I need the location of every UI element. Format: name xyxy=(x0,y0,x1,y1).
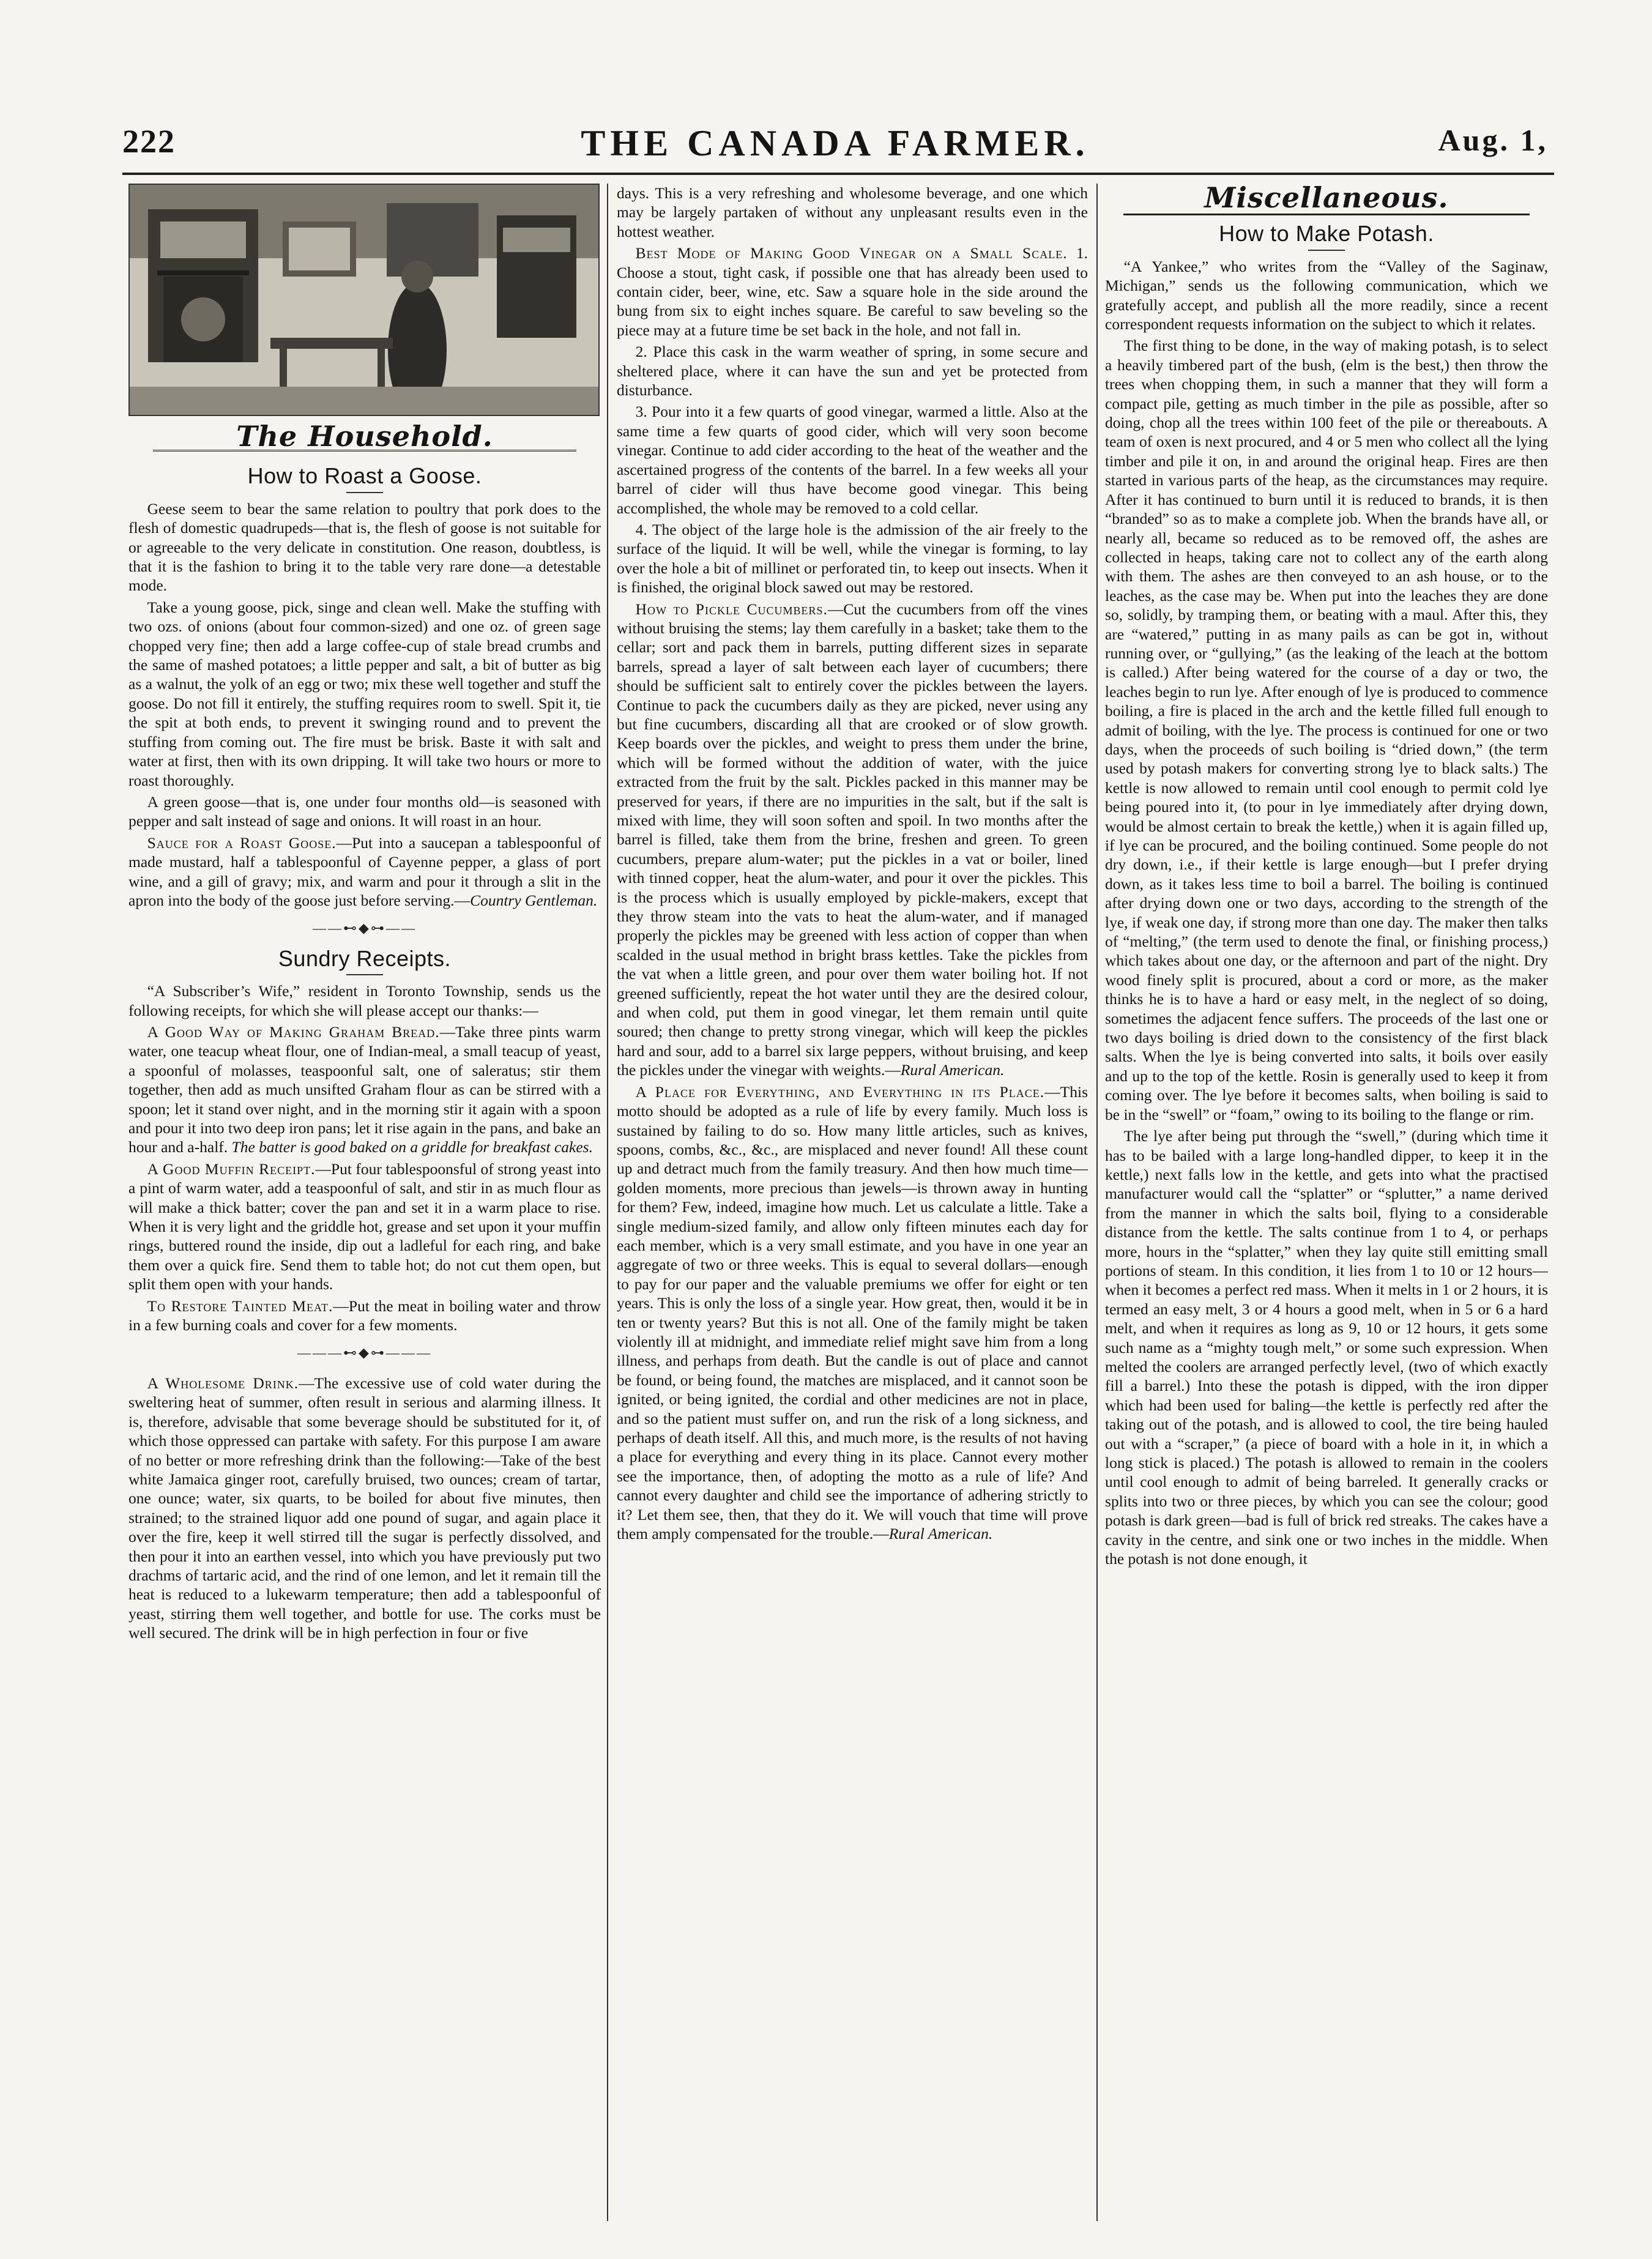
paragraph-text: —The excessive use of cold water during the sweltering heat of summer, often result in serious and alarming illness. It is, therefore, advisable that some beverage should be substituted for it, of which those oppressed can partake with safety. For this purpose I am aware of no better or more refreshing drink than the following:—Take of the best white Jamaica ginger root, carefully bruised, two ounces; cream of tartar, one ounce; water, six quarts, to be boiled for about five minutes, then strained; to the strained liquor add one pound of sugar, and again place it over the fire, keep it well stirred till the sugar is perfectly dissolved, and then pour it into an earthen vessel, into which you have previously put two drachms of tartaric acid, and the rind of one lemon, and let it remain till the heat is reduced to a lukewarm temperature; then add a tablespoonful of yeast, stirring them well together, and bottle for use. The corks must be well secured. The drink will be in high perfection in four or five xyxy=(128,1374,601,1642)
paragraph-text: —Put four tablespoonsful of strong yeast into a pint of warm water, add a teaspoonful of salt, and stir in as much flour as will make a thick batter; cover the pan and set it in a warm place to rise. When it is very light and the griddle hot, grease and set upon it your muffin rings, buttered round the inside, dip out a ladleful for each ring, and bake them over a quick fire. Send them to table hot; do not cut them open, but split them open with your hands. xyxy=(128,1159,601,1293)
paragraph-text: —Take three pints warm water, one teacup wheat flour, one of Indian-meal, a small teacup of yeast, a spoonful of molasses, teaspoonful salt, one of saleratus; stir them together, then add as much unsifted Graham flour as can be stirred with a spoon; let it stand over night, and in the morning stir it again with a spoon and pour it into two deep iron pans; let it rise again in the pans, and bake an hour and a-half. xyxy=(128,1022,601,1156)
paragraph-italic: The batter is good baked on a griddle for breakfast cakes. xyxy=(231,1138,593,1156)
run-in-heading: A Place for Everything, and Everything in its Place. xyxy=(635,1082,1045,1101)
title-rule xyxy=(346,974,383,975)
paragraph-text: —This motto should be adopted as a rule of life by every family. Much loss is sustained by failing to do so. How many little articles, such as knives, spoons, combs, &c., &c., are misplaced and never found! All these count up and detract much from the family treasury. And then how much time—golden moments, more precious than jewels—is thrown away in hunting for them? Few, indeed, imagine how much. Let us calculate a little. Take a single medium-sized family, and allow only fifteen minutes each day for each member, which is a very small estimate, and you have in one year an aggregate of two or three weeks. This is equal to several dollars—enough to pay for our paper and the valuable premiums we offer for eight or ten years. This is only the loss of a single year. How great, then, would it be in ten or twenty years? But this is not all. One of the family might be taken violently ill at midnight, and immediate relief might save him from a long illness, and perhaps from death. But the candle is out of place and cannot be found, or being found, the matches are misplaced, and it cannot soon be ignited, or being ignited, the cordial and other medicines are not in place, and so the patient must suffer on, and run the risk of a long sickness, and perhaps of death itself. All this, and much more, is the results of not having a place for everything and every thing in its place. Cannot every mother see the importance, then, of adopting the motto as a rule of life? And cannot every daughter and child see the importance of adhering strictly to it? Let them see, then, that they do it. We will vouch that time will prove them amply compensated for the trouble.— xyxy=(617,1082,1088,1543)
paragraph xyxy=(128,1159,601,1294)
column-rule-1 xyxy=(607,184,608,2221)
paragraph: The lye after being put through the “swell,” (during which time it has to be bailed with a large long-handled dipper, to keep it in the kettle,) next falls low in the kettle, and gets into what the practised manufacturer would call the “splatter” or “splutter,” a name derived from the manner in which the salts boil, flying to a considerable distance from the kettle. The salts continue from 1 to 4, or perhaps more, hours in the “splatter,” when they lay quite still emitting small portions of steam. In this condition, it lies from 1 to 10 or 12 hours—when it becomes a perfect red mass. When it melts in 1 or 2 hours, it is termed an easy melt, 3 or 4 hours a good melt, when in 5 or 6 a hard melt, and when it requires as long as 9, 10 or 12 hours, it gets some such name as a “mighty tough melt,” or some such expression. When melted the coolers are arranged perfectly level, (two of which exactly fill a barrel.) Into these the potash is dipped, with the iron dipper which had been used for baling—the kettle is perfectly red after the taking out of the potash, and is allowed to cool, the tire being hauled out with a “scraper,” (a piece of board with a hole in it, in which a long stick is placed.) The potash is allowed to remain in the coolers until cool enough to admit of being barreled. It generally cracks or splits into two or three pieces, by which you can see the colour; good potash is dark green—bad is full of brick red streaks. The cakes have a cavity in the centre, and sink one or two inches in the middle. When the potash is not done enough, it xyxy=(1105,1127,1548,1568)
source-credit: Rural American. xyxy=(888,1525,993,1543)
ornamental-divider: ——⊷◆⊶—— xyxy=(313,920,417,936)
paragraph-text: —Put the meat in boiling water and throw in a few burning coals and cover for a few moments. xyxy=(128,1297,601,1334)
department-heading-household: The Household. xyxy=(236,420,493,453)
paragraph: 2. Place this cask in the warm weather of spring, in some secure and sheltered place, where it can have the sun and yet be protected from disturbance. xyxy=(617,343,1088,400)
run-in-heading: Sauce for a Roast Goose. xyxy=(147,833,337,852)
title-rule xyxy=(346,492,383,493)
kitchen-scene-image xyxy=(130,185,598,415)
ornamental-divider: ———⊷◆⊶——— xyxy=(297,1345,432,1361)
column-3 xyxy=(1105,184,1548,2221)
head-rule xyxy=(122,173,1554,175)
run-in-heading: A Good Way of Making Graham Bread. xyxy=(147,1022,440,1041)
run-in-heading: To Restore Tainted Meat. xyxy=(147,1297,333,1315)
running-head xyxy=(122,122,1548,177)
source-credit: Rural American. xyxy=(900,1061,1005,1079)
article-title-potash: How to Make Potash. xyxy=(1219,221,1434,247)
publication-title: THE CANADA FARMER. xyxy=(581,123,1090,163)
run-in-heading: Best Mode of Making Good Vinegar on a Small Scale. xyxy=(635,244,1068,262)
paragraph: 3. Pour into it a few quarts of good vinegar, warmed a little. Also at the same time a few quarts of good cider, which will very soon become vinegar. Continue to add cider according to the heat of the weather and the ascertained progress of the contents of the barrel. In a few weeks all your barrel of cider will thus have become good vinegar. This being accomplished, the whole may be removed to a cold cellar. xyxy=(617,403,1088,517)
column-rule-2 xyxy=(1096,184,1098,2221)
paragraph-continued: days. This is a very refreshing and wholesome beverage, and one which may be largely partaken of without any unpleasant results even in the hottest weather. xyxy=(617,184,1088,240)
source-credit: Country Gentleman. xyxy=(470,891,598,909)
paragraph xyxy=(128,833,601,910)
run-in-heading: A Good Muffin Receipt. xyxy=(147,1159,316,1178)
paragraph: A green goose—that is, one under four months old—is seasoned with pepper and salt instead of sage and onions. It will roast in an hour. xyxy=(128,792,601,830)
paragraph-text: —Cut the cucumbers from off the vines without bruising the stems; lay them carefully in a basket; take them to the cellar; sort and pack them in barrels, putting different sizes in separate barrels, spread a layer of salt between each layer of cucumbers; there should be sufficient salt to entirely cover the pickles between the layers. Continue to pack the cucumbers daily as they are picked, never using any but fine cucumbers, discarding all that are crooked or of slow growth. Keep boards over the pickles, and weight to press them under the brine, which will be formed without the addition of water, with the juice extracted from the fruit by the salt. Pickles packed in this manner may be preserved for years, if there are no impurities in the salt, but if the salt is mixed with lime, they will soon soften and spoil. In two months after the barrel is filled, take them from the brine, freshen and green. To green cucumbers, prepare alum-water; put the pickles in a vat or boiler, lined with tinned copper, heat the alum-water, and pour it over the pickles. This is the process which is usually employed by pickle-makers, except that they throw steam into the vats to heat the alum-water, and if managed properly the pickles may be greened with less action of copper than when scalded in the usual method in bright brass kettles. Take the pickles from the vat when a little green, and pour over them water boiling hot. If not greened sufficiently, repeat the hot water until they are the desired colour, and when cold, put them in good vinegar, let them remain until quite soured; then change to pretty strong vinegar, which will keep the pickles hard and sour, add to a barrel six large peppers, without bruising, and keep the pickles under the vinegar with weights.— xyxy=(617,600,1088,1079)
paragraph-text: 1. Choose a stout, tight cask, if possible one that has already been used to contain cider, beer, wine, etc. Saw a square hole in the side around the bung from six to eight inches square. Be careful to saw beveling so the piece may at a future time be set back in the hole, and not fall in. xyxy=(617,244,1088,339)
page-number: 222 xyxy=(122,123,176,160)
paragraph xyxy=(128,1297,601,1335)
paragraph: 4. The object of the large hole is the admission of the air freely to the surface of the liquid. It will be well, while the vinegar is forming, to lay over the hole a bit of millinet or perforated tin, to keep out insects. When it is finished, the original block sawed out may be restored. xyxy=(617,520,1088,597)
paragraph xyxy=(617,600,1088,1080)
column-2 xyxy=(617,184,1088,2221)
paragraph: The first thing to be done, in the way of making potash, is to select a heavily timbered part of the bush, (elm is the best,) then throw the trees when chopping them, in such a manner that they will form a compact pile, getting as much timber in the pile as possible, after so doing, chop all the trees within 100 feet of the pile or thereabouts. A team of oxen is next procured, and 4 or 5 men who collect all the lying timber and pile it on, in and around the original heap. Fires are then started in various parts of the heap, as the circumstances may require. After it has continued to burn until it is reduced to brands, it is then “branded” so as to make a complete job. When the brands have all, or nearly all, became so reduced as to be removed off, the ashes are collected in heaps, taking care not to collect any of the earth along with them. The ashes are then conveyed to an ash house, or to the leaches, as the case may be. When put into the leaches they are done so, solidly, by tramping them, or beating with a maul. After this, they are “watered,” putting in as many pails as can be got in, without running over, or “gullying,” (as the leaking of the leach at the bottom is called.) After being watered for the course of a day or two, the leaches begin to run lye. After enough of lye is produced to commence boiling, a fire is placed in the arch and the kettle filled full enough to admit of boiling, with the lye. The process is continued for one or two days, when the proceeds of such boiling is “dried down,” (the term used by potash makers for converting strong lye to black salts.) The kettle is now allowed to remain until cool enough to permit cold lye being poured into it, (to pour in lye immediately after drying down, would be almost certain to break the kettle,) when it is again filled up, if lye can be procured, and the boiling continued. Some people do not dry down, i.e., if their kettle is large enough—but I prefer drying down, as it takes less time to boil a barrel. The boiling is continued after drying down one or two days, according to the strength of the lye, if weak one day, if strong more than one day. The maker then talks of “melting,” (the term used to denote the final, or finishing process,) which takes about one day, or the afternoon and part of the night. Dry wood finely split is procured, about a cord or more, as the maker thinks he is to have a hard or easy melt, in the neglect of so doing, sometimes the adjacent fence suffers. The proceeds of the last one or two days boiling is dried down to the consistency of the first black salts. When the lye is being converted into salts, it boils over easily and up to the top of the kettle. Rosin is generally used to keep it from coming over. The lye before it becomes salts, when boiling is said to be in the “swell” or “foam,” owing to its boiling to the flange or rim. xyxy=(1105,337,1548,1123)
household-woodcut-illustration xyxy=(128,184,600,416)
run-in-heading: How to Pickle Cucumbers. xyxy=(635,600,828,618)
paragraph: Geese seem to bear the same relation to poultry that pork does to the flesh of domestic quadrupeds—that is, the flesh of goose is not suitable for or agreeable to the very delicate in constitution. One reason, doubtless, is that it is the fashion to bring it to the table very rare done—a detestable mode. xyxy=(128,499,601,595)
paragraph-text: —Put into a saucepan a tablespoonful of made mustard, half a tablespoonful of Cayenne pepper, a glass of port wine, and a gill of gravy; mix, and warm and pour it through a slit in the apron into the body of the goose just before serving.— xyxy=(128,833,601,909)
department-heading-miscellaneous: Miscellaneous. xyxy=(1204,184,1449,214)
column-1 xyxy=(128,184,601,2221)
paragraph xyxy=(617,244,1088,340)
article-title-sundry-receipts: Sundry Receipts. xyxy=(278,945,452,971)
title-rule xyxy=(1308,250,1345,251)
paragraph xyxy=(128,1374,601,1643)
article-title-roast-goose: How to Roast a Goose. xyxy=(247,463,482,489)
paragraph: “A Yankee,” who writes from the “Valley of the Saginaw, Michigan,” sends us the following communication, which we gratefully accept, and publish all the more readily, since a recent correspondent requests information on the subject to which it relates. xyxy=(1105,257,1548,333)
paragraph xyxy=(128,1022,601,1157)
paragraph xyxy=(617,1082,1088,1544)
paragraph: “A Subscriber’s Wife,” resident in Toronto Township, sends us the following receipts, for which she will please accept our thanks:— xyxy=(128,982,601,1019)
issue-date: Aug. 1, xyxy=(1438,123,1548,157)
paragraph: Take a young goose, pick, singe and clean well. Make the stuffing with two ozs. of onions (about four common-sized) and one oz. of green sage chopped very fine; then add a large coffee-cup of stale bread crumbs and the same of mashed potatoes; a little pepper and salt, a bit of butter as big as a walnut, the yolk of an egg or two; mix these well together and stuff the goose. Do not fill it entirely, the stuffing requires room to swell. Spit it, tie the spit at both ends, to prevent it swinging round and to prevent the stuffing from coming out. The fire must be brisk. Baste it with salt and water at first, then with its own dripping. It will take two hours or more to roast thoroughly. xyxy=(128,598,601,789)
run-in-heading: A Wholesome Drink. xyxy=(147,1374,299,1392)
